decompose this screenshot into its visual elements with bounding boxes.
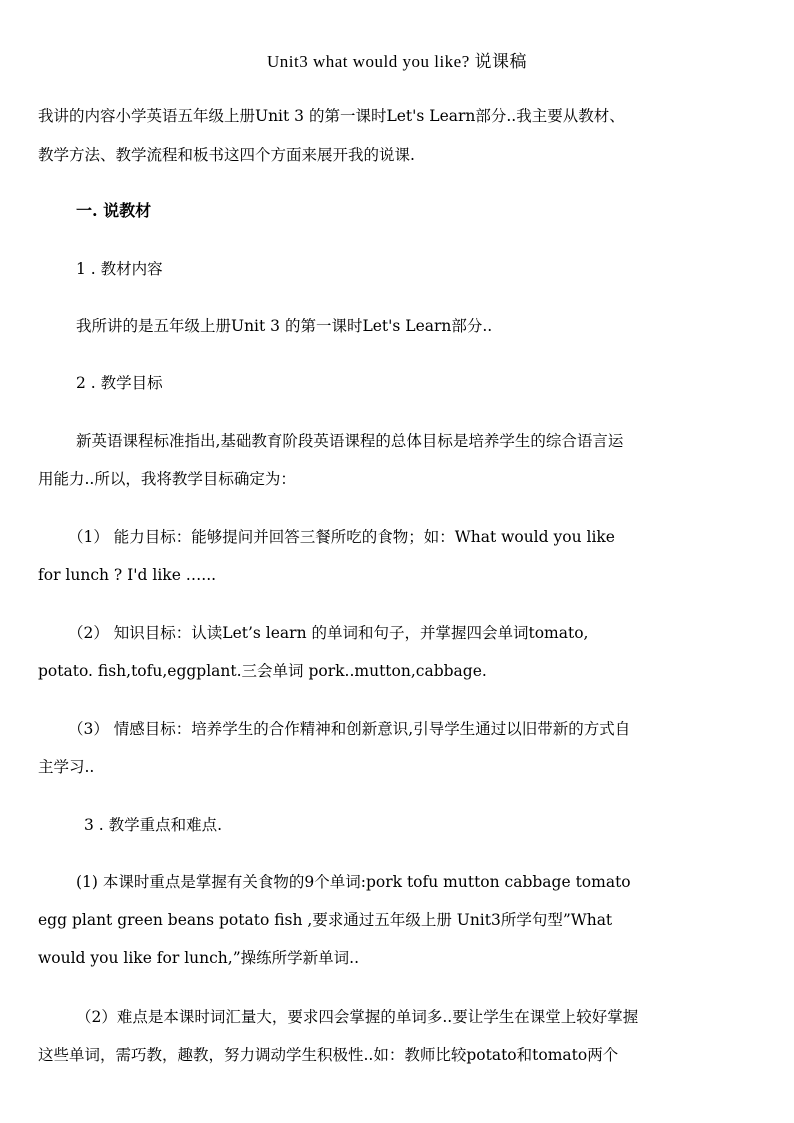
- goal-knowledge-line-2: potato. fish,tofu,eggplant.三会单词 pork..mutton,cabbage.: [38, 662, 487, 680]
- keypoint-1-line-3: would you like for lunch,”操练所学新单词..: [38, 949, 359, 967]
- goals-intro-line-1: 新英语课程标准指出,基础教育阶段英语课程的总体目标是培养学生的综合语言运: [76, 432, 624, 450]
- keypoint-2-line-2: 这些单词，需巧教，趣教，努力调动学生积极性..如：教师比较potato和tomato两个: [38, 1046, 619, 1064]
- goal-emotion-line-2: 主学习..: [38, 758, 95, 776]
- item-heading-content: 1 . 教材内容: [76, 260, 163, 278]
- goal-knowledge-line-1: （2） 知识目标：认读Let’s learn 的单词和句子，并掌握四会单词tomato,: [68, 624, 589, 642]
- goal-emotion-line-1: （3） 情感目标：培养学生的合作精神和创新意识,引导学生通过以旧带新的方式自: [68, 720, 631, 738]
- keypoint-2-line-1: （2）难点是本课时词汇量大，要求四会掌握的单词多..要让学生在课堂上较好掌握: [76, 1008, 639, 1026]
- goals-intro-line-2: 用能力..所以，我将教学目标确定为：: [38, 470, 296, 488]
- goal-ability-line-2: for lunch ? I'd like …...: [38, 566, 217, 584]
- intro-line-1: 我讲的内容小学英语五年级上册Unit 3 的第一课时Let's Learn部分..我主要从教材、: [38, 107, 625, 125]
- document-title: Unit3 what would you like? 说课稿: [266, 52, 528, 71]
- intro-line-2: 教学方法、教学流程和板书这四个方面来展开我的说课.: [38, 146, 415, 164]
- item-body-content: 我所讲的是五年级上册Unit 3 的第一课时Let's Learn部分..: [76, 317, 493, 335]
- item-heading-keypoints: 3 . 教学重点和难点.: [84, 816, 223, 834]
- item-heading-goals: 2 . 教学目标: [76, 374, 163, 392]
- section-heading-textbook: 一. 说教材: [76, 201, 152, 220]
- keypoint-1-line-1: (1) 本课时重点是掌握有关食物的9个单词:pork tofu mutton cabbage tomato: [76, 873, 631, 891]
- keypoint-1-line-2: egg plant green beans potato fish ,要求通过五年级上册 Unit3所学句型”What: [38, 911, 613, 929]
- goal-ability-line-1: （1） 能力目标：能够提问并回答三餐所吃的食物；如：What would you like: [68, 528, 615, 546]
